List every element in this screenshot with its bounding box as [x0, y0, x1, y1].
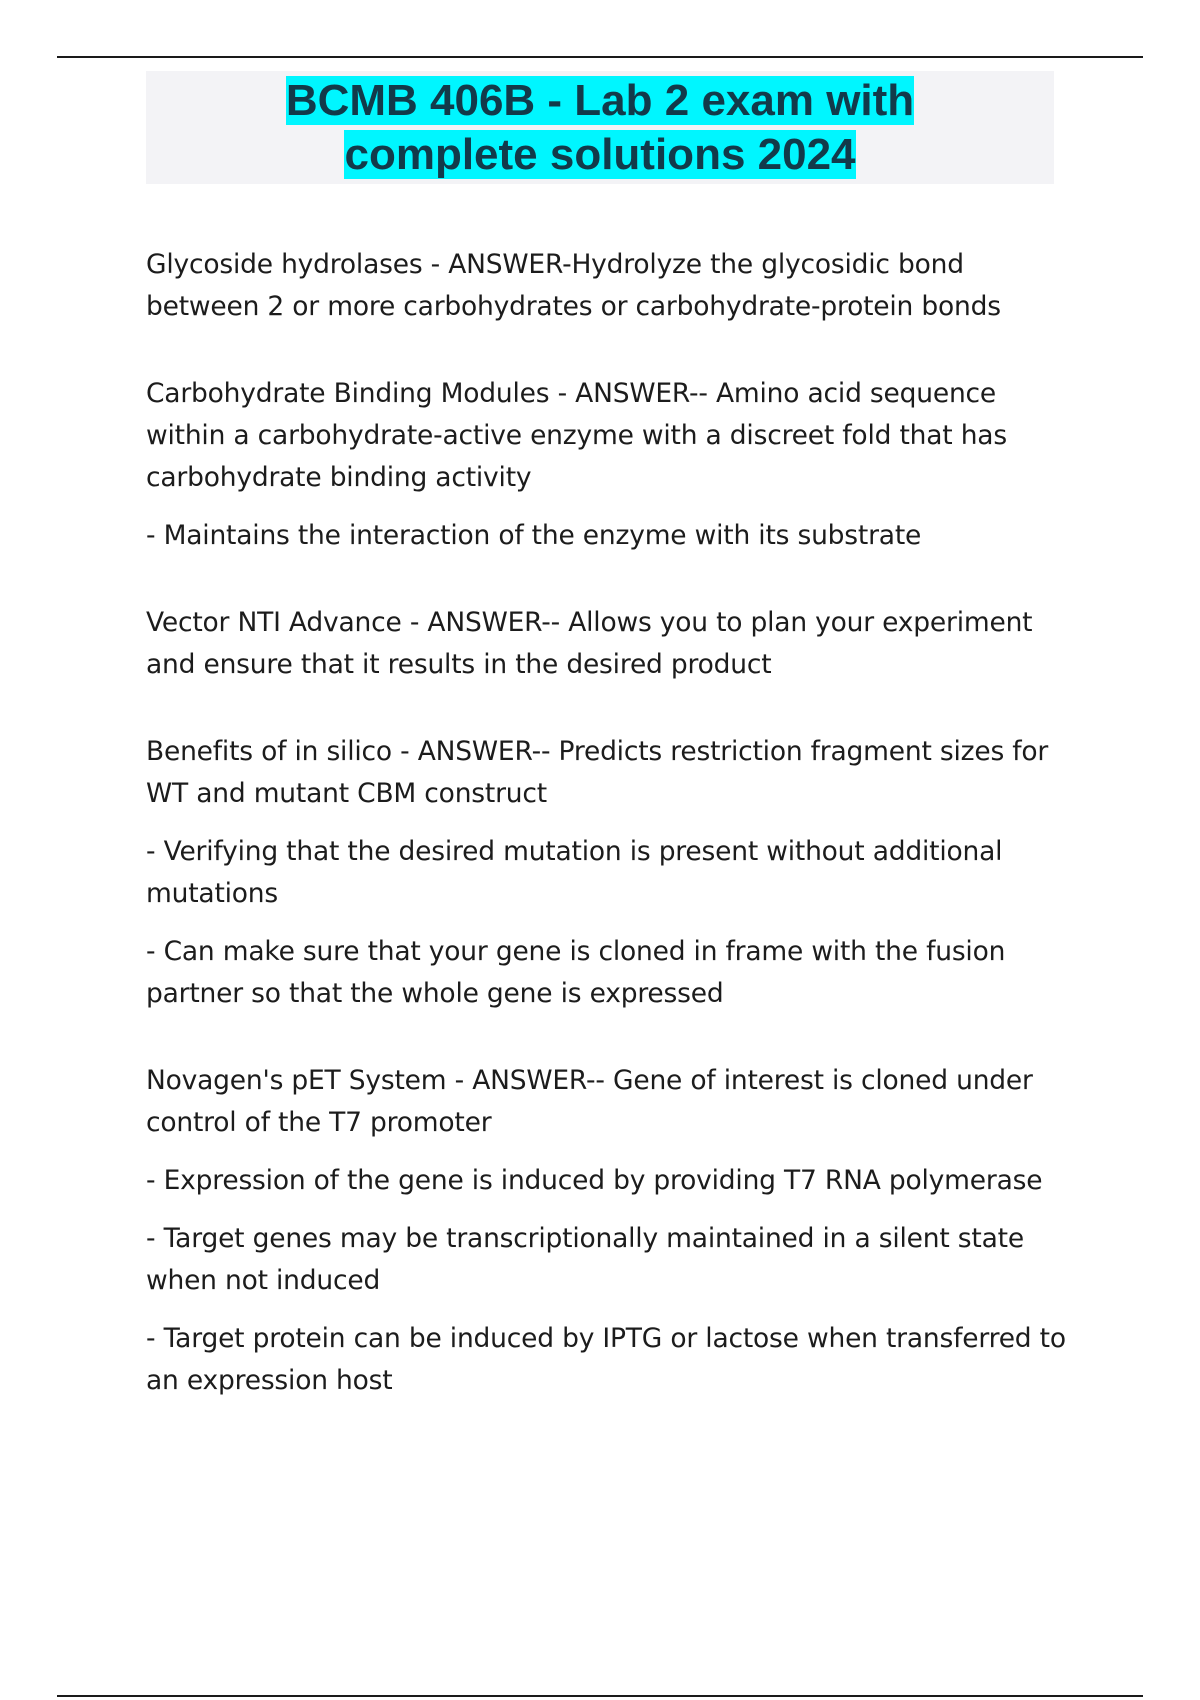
qa-entry-glycoside-hydrolases [146, 244, 1066, 328]
qa-paragraph: - Verifying that the desired mutation is present without additional mutations [146, 836, 1003, 909]
title-line-2: complete solutions 2024 [344, 130, 856, 179]
qa-paragraph: - Target genes may be transcriptionally maintained in a silent state when not induced [146, 1223, 1024, 1296]
qa-paragraph: - Expression of the gene is induced by providing T7 RNA polymerase [146, 1165, 1043, 1196]
qa-entry-benefits-in-silico [146, 731, 1066, 1015]
bottom-divider [57, 1695, 1143, 1697]
qa-paragraph: Vector NTI Advance - ANSWER-- Allows you to plan your experiment and ensure that it results in the desired product [146, 607, 1033, 680]
document-title [146, 71, 1054, 182]
title-line-1: BCMB 406B - Lab 2 exam with [285, 76, 915, 125]
title-banner [146, 71, 1054, 184]
qa-paragraph: Benefits of in silico - ANSWER-- Predicts restriction fragment sizes for WT and mutant CBM construct [146, 736, 1049, 809]
qa-paragraph: - Target protein can be induced by IPTG or lactose when transferred to an expression host [146, 1323, 1066, 1396]
qa-paragraph: Carbohydrate Binding Modules - ANSWER-- Amino acid sequence within a carbohydrate-active enzyme with a discreet fold that has carbohydrate binding activity [146, 378, 1007, 493]
qa-entry-novagen-pet-system [146, 1060, 1066, 1402]
top-divider [57, 56, 1143, 58]
qa-paragraph: Novagen's pET System - ANSWER-- Gene of interest is cloned under control of the T7 promoter [146, 1065, 1033, 1138]
qa-paragraph: Glycoside hydrolases - ANSWER-Hydrolyze the glycosidic bond between 2 or more carbohydrates or carbohydrate-protein bonds [146, 249, 1001, 322]
qa-paragraph: - Maintains the interaction of the enzyme with its substrate [146, 520, 922, 551]
qa-paragraph: - Can make sure that your gene is cloned in frame with the fusion partner so that the whole gene is expressed [146, 936, 1006, 1009]
qa-list [146, 244, 1066, 1447]
qa-entry-carbohydrate-binding-modules [146, 373, 1066, 557]
qa-entry-vector-nti-advance [146, 602, 1066, 686]
